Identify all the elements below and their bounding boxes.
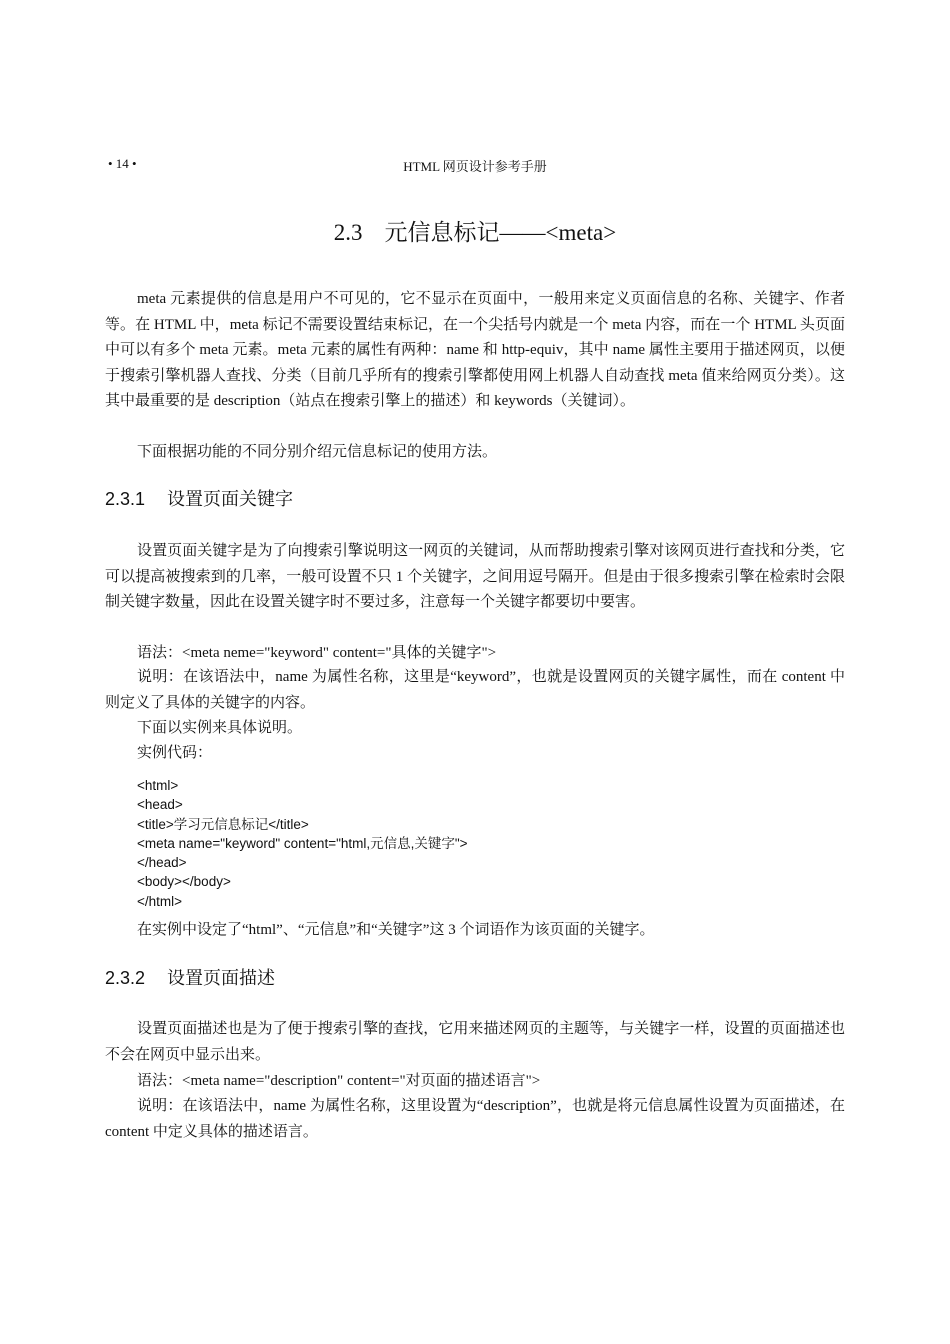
example-intro: 下面以实例来具体说明。: [137, 720, 303, 736]
subsection-title: 设置页面关键字: [167, 489, 294, 509]
section-number: 2.3: [333, 220, 363, 245]
code-label: 实例代码：: [137, 745, 213, 761]
intro-paragraph: meta 元素提供的信息是用户不可见的，它不显示在页面中，一般用来定义页面信息的名称、关键字、作者等。在 HTML 中，meta 标记不需要设置结束标记，在一个尖括号内就是一个 meta 内容，而在一个 HTML 头页面中可以有多个 meta 元素。meta 元素的属性有两种：name 和 http-equiv，其中 name 属性主要用于描述网页，以便于搜索引擎机器人查找、分类（目前几乎所有的搜索引擎都使用网上机器人自动查找 meta 值来给网页分类）。这其中最重要的是 description（站点在搜索引擎上的描述）和 keywords（关键词）。: [105, 291, 845, 409]
keywords-paragraph: 设置页面关键字是为了向搜索引擎说明这一网页的关键词，从而帮助搜索引擎对该网页进行查找和分类，它可以提高被搜索到的几率，一般可设置不只 1 个关键字，之间用逗号隔开。但是由于很多搜索引擎在检索时会限制关键字数量，因此在设置关键字时不要过多，注意每一个关键字都要切中要害。: [105, 543, 845, 610]
example-conclusion: 在实例中设定了“html”、“元信息”和“关键字”这 3 个词语作为该页面的关键字。: [137, 922, 655, 938]
intro-lead-paragraph: 下面根据功能的不同分别介绍元信息标记的使用方法。: [137, 444, 498, 460]
subsection-number: 2.3.2: [105, 968, 146, 988]
running-header-title: HTML 网页设计参考手册: [403, 159, 547, 174]
subsection-heading-keywords: [105, 485, 293, 511]
section-title: [0, 214, 950, 247]
keywords-syntax: 语法：<meta neme="keyword" content="具体的关键字">: [137, 645, 497, 661]
code-example: <html> <head> <title>学习元信息标记</title> <meta name="keyword" content="html,元信息,关键字"> </head> <body></body> </html>: [137, 778, 468, 909]
subsection-title: 设置页面描述: [167, 968, 276, 988]
subsection-number: 2.3.1: [105, 489, 146, 509]
page-number: • 14 •: [108, 156, 137, 171]
section-title-text: 元信息标记——<meta>: [384, 220, 617, 245]
description-explanation: 说明：在该语法中，name 为属性名称，这里设置为“description”，也就是将元信息属性设置为页面描述，在 content 中定义具体的描述语言。: [105, 1098, 845, 1140]
subsection-heading-description: [105, 964, 275, 990]
description-syntax: 语法：<meta name="description" content="对页面的描述语言">: [137, 1073, 541, 1089]
keywords-description: 说明：在该语法中，name 为属性名称，这里是“keyword”，也就是设置网页的关键字属性，而在 content 中则定义了具体的关键字的内容。: [105, 669, 845, 711]
description-paragraph: 设置页面描述也是为了便于搜索引擎的查找，它用来描述网页的主题等，与关键字一样，设置的页面描述也不会在网页中显示出来。: [105, 1021, 845, 1063]
